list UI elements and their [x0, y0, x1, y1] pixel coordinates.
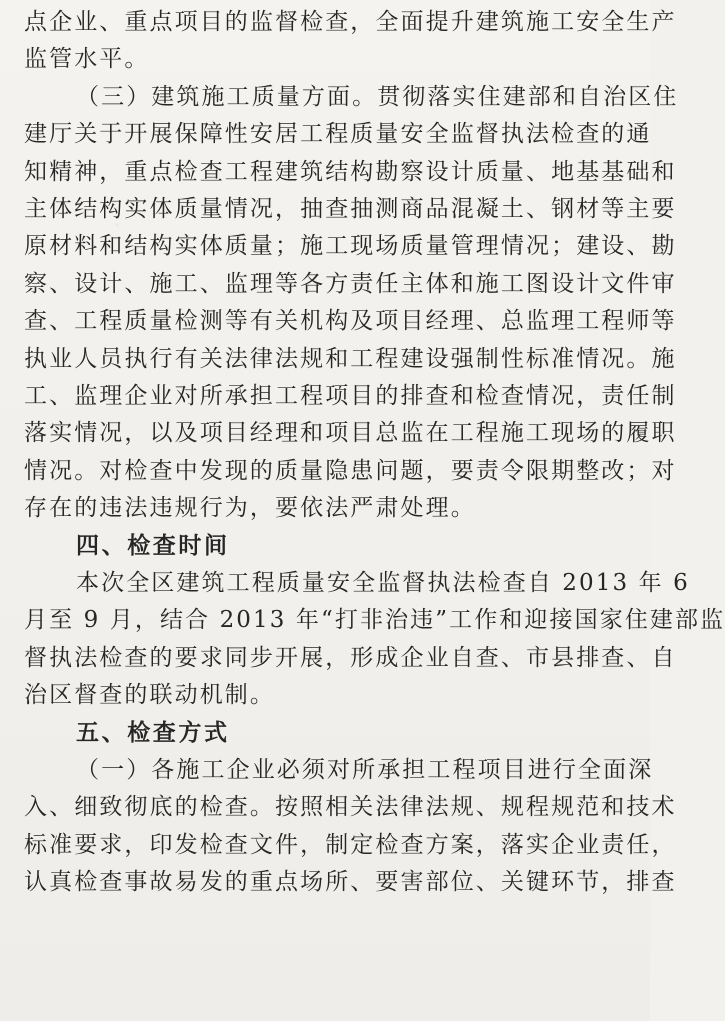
text-line: 标准要求，印发检查文件，制定检查方案，落实企业责任， — [24, 831, 677, 858]
text-line: 月至 9 月，结合 2013 年“打非治违”工作和迎接国家住建部监 — [24, 607, 725, 634]
text-line: 原材料和结构实体质量；施工现场质量管理情况；建设、勘 — [24, 233, 677, 260]
text-line: 察、设计、施工、监理等各方责任主体和施工图设计文件审 — [24, 270, 677, 297]
text-line: 监管水平。 — [24, 46, 150, 73]
section-heading-schedule: 四、检查时间 — [76, 532, 230, 560]
text-line: 点企业、重点项目的监督检查，全面提升建筑施工安全生产 — [24, 9, 677, 35]
text-line: 知精神，重点检查工程建筑结构勘察设计质量、地基基础和 — [24, 158, 677, 185]
paragraph-start: （一）各施工企业必须对所承担工程项目进行全面深 — [76, 756, 654, 783]
section-heading-method: 五、检查方式 — [76, 719, 230, 747]
text-line: 入、细致彻底的检查。按照相关法律法规、规程规范和技术 — [24, 794, 677, 821]
text-line: 落实情况，以及项目经理和项目总监在工程施工现场的履职 — [24, 420, 677, 447]
text-line: 治区督查的联动机制。 — [24, 682, 275, 709]
text-line: 查、工程质量检测等有关机构及项目经理、总监理工程师等 — [24, 308, 677, 335]
text-line: 认真检查事故易发的重点场所、要害部位、关键环节，排查 — [24, 868, 677, 895]
paragraph-start: （三）建筑施工质量方面。贯彻落实住建部和自治区住 — [76, 83, 679, 110]
text-line: 建厅关于开展保障性安居工程质量安全监督执法检查的通 — [24, 121, 652, 148]
text-line: 工、监理企业对所承担工程项目的排查和检查情况，责任制 — [24, 382, 677, 409]
text-line: 督执法检查的要求同步开展，形成企业自查、市县排查、自 — [24, 644, 677, 671]
paragraph-start: 本次全区建筑工程质量安全监督执法检查自 2013 年 6 — [76, 569, 690, 596]
text-line: 执业人员执行有关法律法规和工程建设强制性标准情况。施 — [24, 345, 677, 372]
text-line: 情况。对检查中发现的质量隐患问题，要责令限期整改；对 — [24, 457, 677, 484]
text-line: 存在的违法违规行为，要依法严肃处理。 — [24, 495, 476, 522]
text-line: 主体结构实体质量情况，抽查抽测商品混凝土、钢材等主要 — [24, 195, 677, 222]
